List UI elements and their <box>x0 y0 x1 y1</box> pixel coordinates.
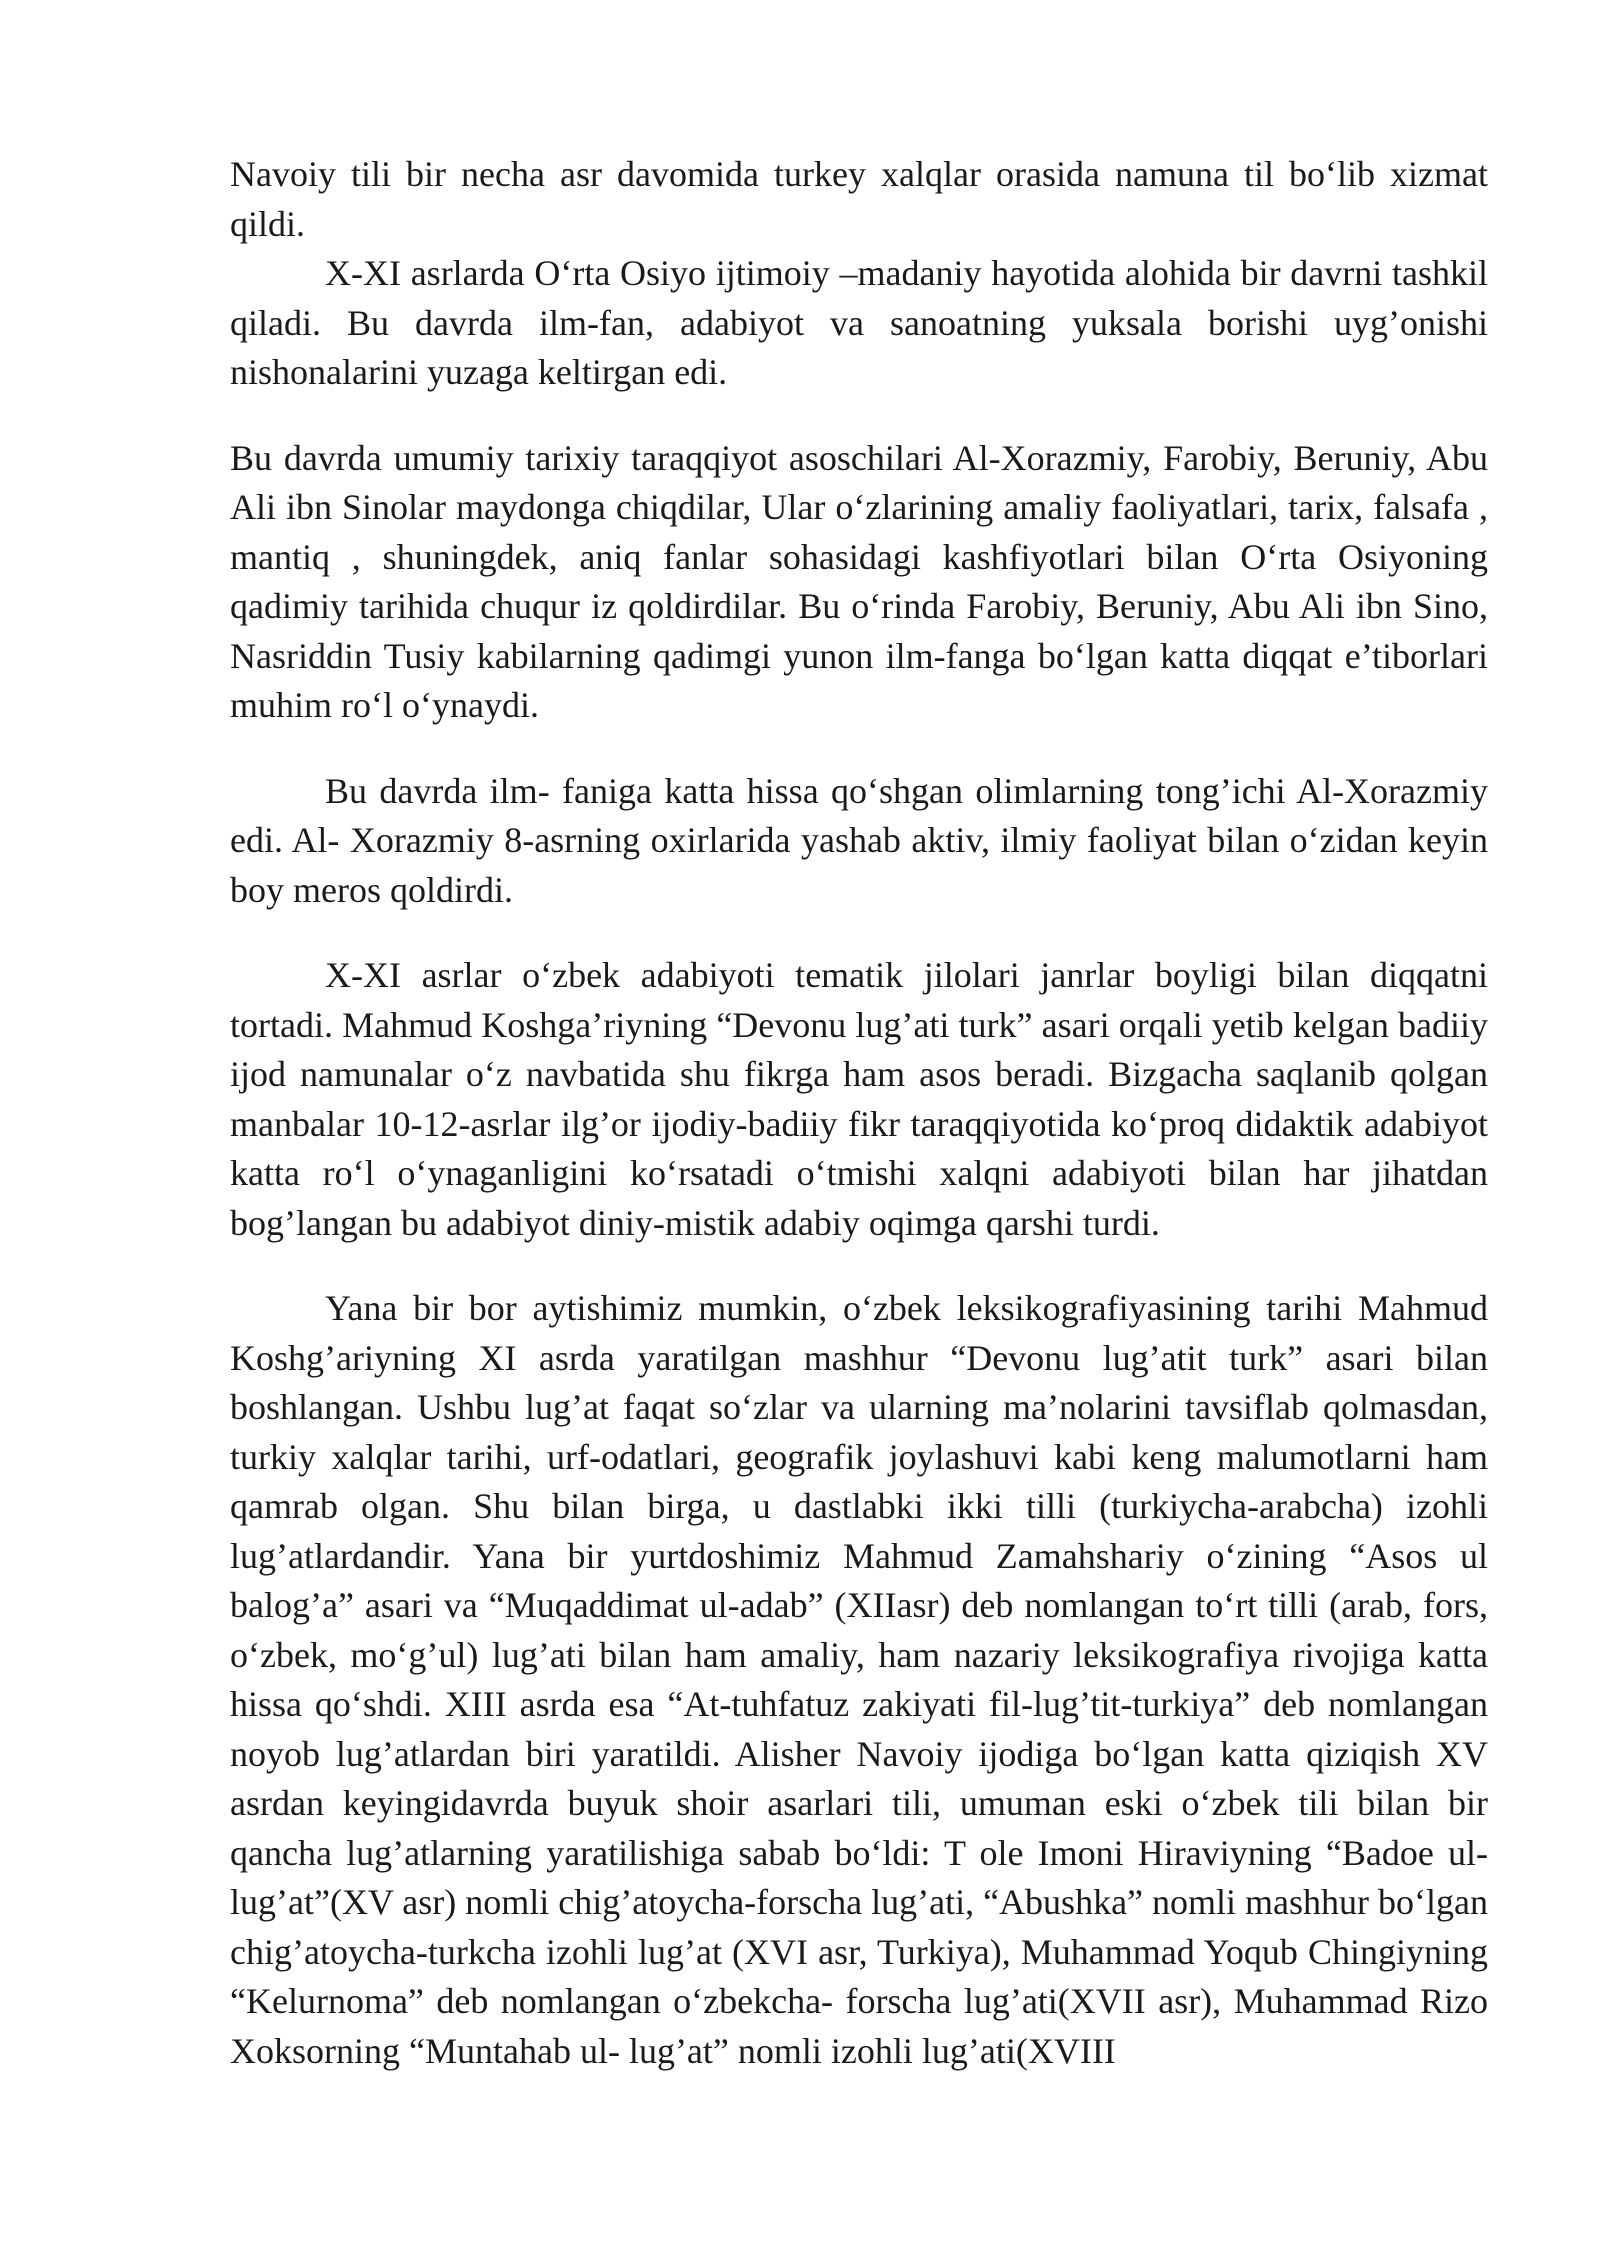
body-text <box>230 150 1488 2076</box>
paragraph-3: Bu davrda umumiy tarixiy taraqqiyot asoschilari Al-Xorazmiy, Farobiy, Beruniy, Abu Ali ibn Sinolar maydonga chiqdilar, Ular o‘zlarining amaliy faoliyatlari, tarix, falsafa , mantiq , shuningdek, aniq fanlar sohasidagi kashfiyotlari bilan O‘rta Osiyoning qadimiy tarihida chuqur iz qoldirdilar. Bu o‘rinda Farobiy, Beruniy, Abu Ali ibn Sino, Nasriddin Tusiy kabilarning qadimgi yunon ilm-fanga bo‘lgan katta diqqat e’tiborlari muhim ro‘l o‘ynaydi. <box>230 437 1488 725</box>
paragraph-1: Navoiy tili bir necha asr davomida turkey xalqlar orasida namuna til bo‘lib xizmat qildi. <box>230 154 1488 244</box>
paragraph-2: X-XI asrlarda O‘rta Osiyo ijtimoiy –madaniy hayotida alohida bir davrni tashkil qiladi. Bu davrda ilm-fan, adabiyot va sanoatning yuksala borishi uyg’onishi nishonalarini yuzaga keltirgan edi. <box>230 253 1488 392</box>
paragraph-6: Yana bir bor aytishimiz mumkin, o‘zbek leksikografiyasining tarihi Mahmud Koshg’ariyning XI asrda yaratilgan mashhur “Devonu lug’atit turk” asari bilan boshlangan. Ushbu lug’at faqat so‘zlar va ularning ma’nolarini tavsiflab qolmasdan, turkiy xalqlar tarihi, urf-odatlari, geografik joylashuvi kabi keng malumotlarni ham qamrab olgan. Shu bilan birga, u dastlabki ikki tilli (turkiycha-arabcha) izohli lug’atlardandir. Yana bir yurtdoshimiz Mahmud Zamahshariy o‘zining “Asos ul balog’a” asari va “Muqaddimat ul-adab” (XIIasr) deb nomlangan to‘rt tilli (arab, fors, o‘zbek, mo‘g’ul) lug’ati bilan ham amaliy, ham nazariy leksikografiya rivojiga katta hissa qo‘shdi. XIII asrda esa “At-tuhfatuz zakiyati fil-lug’tit-turkiya” deb nomlangan noyob lug’atlardan biri yaratildi. Alisher Navoiy ijodiga bo‘lgan katta qiziqish XV asrdan keyingidavrda buyuk shoir asarlari tili, umuman eski o‘zbek tili bilan bir qancha lug’atlarning yaratilishiga sabab bo‘ldi: T ole Imoni Hiraviyning “Badoe ul- lug’at”(XV asr) nomli chig’atoycha-forscha lug’ati, “Abushka” nomli mashhur bo‘lgan chig’atoycha-turkcha izohli lug’at (XVI asr, Turkiya), Muhammad Yoqub Chingiyning “Kelurnoma” deb nomlangan o‘zbekcha- forscha lug’ati(XVII asr), Muhammad Rizo Xoksorning “Muntahab ul- lug’at” nomli izohli lug’ati(XVIII <box>230 1288 1488 2071</box>
paragraph-4: Bu davrda ilm- faniga katta hissa qo‘shgan olimlarning tong’ichi Al-Xorazmiy edi. Al- Xorazmiy 8-asrning oxirlarida yashab aktiv, ilmiy faoliyat bilan o‘zidan keyin boy meros qoldirdi. <box>230 770 1488 910</box>
paragraph-5: X-XI asrlar o‘zbek adabiyoti tematik jilolari janrlar boyligi bilan diqqatni tortadi. Mahmud Koshga’riyning “Devonu lug’ati turk” asari orqali yetib kelgan badiiy ijod namunalar o‘z navbatida shu fikrga ham asos beradi. Bizgacha saqlanib qolgan manbalar 10-12-asrlar ilg’or ijodiy-badiiy fikr taraqqiyotida ko‘proq didaktik adabiyot katta ro‘l o‘ynaganligini ko‘rsatadi o‘tmishi xalqni adabiyoti bilan har jihatdan bog’langan bu adabiyot diniy-mistik adabiy oqimga qarshi turdi. <box>230 955 1488 1243</box>
